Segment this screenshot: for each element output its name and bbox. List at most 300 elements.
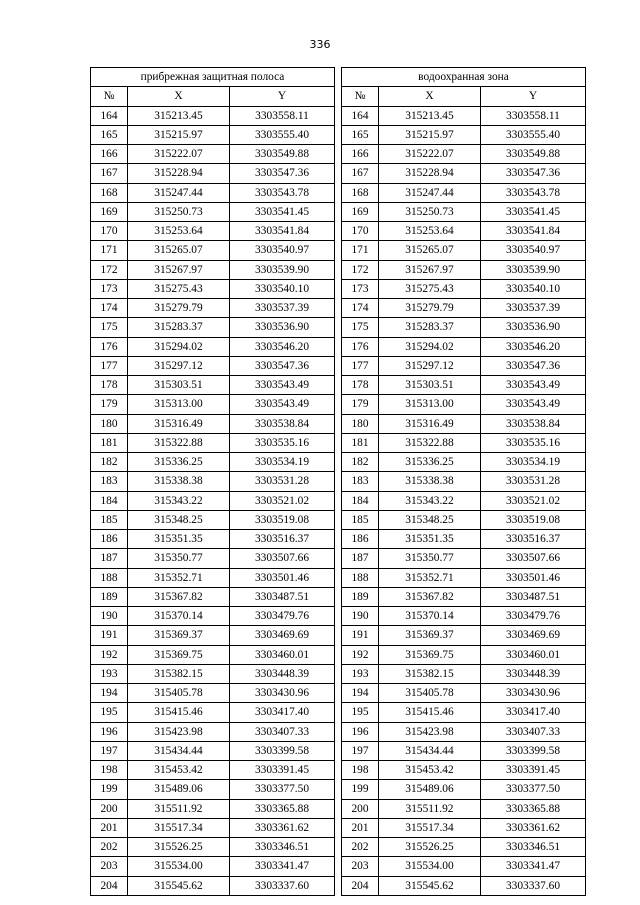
x-coordinate-cell: 315215.97 xyxy=(379,125,481,144)
point-number-cell: 194 xyxy=(91,684,128,703)
x-coordinate-cell: 315369.37 xyxy=(128,626,230,645)
x-coordinate-cell: 315350.77 xyxy=(379,549,481,568)
table-row xyxy=(342,684,586,703)
x-coordinate-cell: 315517.34 xyxy=(128,818,230,837)
point-number-cell: 175 xyxy=(342,318,379,337)
x-coordinate-cell: 315253.64 xyxy=(128,222,230,241)
y-coordinate-cell: 3303448.39 xyxy=(481,664,586,683)
table-row xyxy=(342,857,586,876)
point-number-cell: 176 xyxy=(91,337,128,356)
point-number-cell: 195 xyxy=(342,703,379,722)
point-number-cell: 180 xyxy=(342,414,379,433)
x-coordinate-cell: 315382.15 xyxy=(128,664,230,683)
point-number-cell: 188 xyxy=(342,568,379,587)
x-coordinate-cell: 315267.97 xyxy=(128,260,230,279)
x-coordinate-cell: 315369.37 xyxy=(379,626,481,645)
point-number-cell: 194 xyxy=(342,684,379,703)
table-row xyxy=(342,741,586,760)
point-number-cell: 193 xyxy=(342,664,379,683)
y-coordinate-cell: 3303399.58 xyxy=(481,741,586,760)
point-number-cell: 170 xyxy=(91,222,128,241)
table-row xyxy=(91,780,335,799)
x-coordinate-cell: 315352.71 xyxy=(128,568,230,587)
table-row xyxy=(91,491,335,510)
point-number-cell: 190 xyxy=(342,607,379,626)
y-coordinate-cell: 3303541.84 xyxy=(230,222,335,241)
point-number-cell: 188 xyxy=(91,568,128,587)
x-coordinate-cell: 315303.51 xyxy=(128,376,230,395)
y-coordinate-cell: 3303535.16 xyxy=(230,433,335,452)
table-row xyxy=(91,299,335,318)
x-coordinate-cell: 315247.44 xyxy=(379,183,481,202)
table-row xyxy=(91,761,335,780)
x-coordinate-cell: 315415.46 xyxy=(379,703,481,722)
column-header-y: Y xyxy=(230,87,335,106)
table-row xyxy=(91,838,335,857)
x-coordinate-cell: 315343.22 xyxy=(379,491,481,510)
y-coordinate-cell: 3303531.28 xyxy=(230,472,335,491)
x-coordinate-cell: 315370.14 xyxy=(128,607,230,626)
x-coordinate-cell: 315322.88 xyxy=(379,433,481,452)
x-coordinate-cell: 315434.44 xyxy=(128,741,230,760)
y-coordinate-cell: 3303558.11 xyxy=(230,106,335,125)
table-header-row xyxy=(91,87,335,106)
table-row xyxy=(91,202,335,221)
x-coordinate-cell: 315250.73 xyxy=(128,202,230,221)
table-row xyxy=(342,549,586,568)
point-number-cell: 179 xyxy=(91,395,128,414)
x-coordinate-cell: 315369.75 xyxy=(379,645,481,664)
point-number-cell: 178 xyxy=(342,376,379,395)
x-coordinate-cell: 315297.12 xyxy=(379,356,481,375)
y-coordinate-cell: 3303543.78 xyxy=(481,183,586,202)
point-number-cell: 175 xyxy=(91,318,128,337)
y-coordinate-cell: 3303537.39 xyxy=(230,299,335,318)
y-coordinate-cell: 3303536.90 xyxy=(481,318,586,337)
point-number-cell: 164 xyxy=(91,106,128,125)
table-row xyxy=(91,587,335,606)
table-row xyxy=(342,587,586,606)
table-row xyxy=(342,318,586,337)
point-number-cell: 187 xyxy=(91,549,128,568)
point-number-cell: 182 xyxy=(91,453,128,472)
x-coordinate-cell: 315511.92 xyxy=(128,799,230,818)
protective-strip-title: прибрежная защитная полоса xyxy=(91,68,335,87)
point-number-cell: 185 xyxy=(342,510,379,529)
x-coordinate-cell: 315228.94 xyxy=(379,164,481,183)
x-coordinate-cell: 315369.75 xyxy=(128,645,230,664)
table-row xyxy=(342,164,586,183)
x-coordinate-cell: 315338.38 xyxy=(128,472,230,491)
y-coordinate-cell: 3303460.01 xyxy=(481,645,586,664)
table-row xyxy=(342,241,586,260)
y-coordinate-cell: 3303540.10 xyxy=(481,279,586,298)
table-row xyxy=(91,356,335,375)
point-number-cell: 204 xyxy=(342,876,379,895)
point-number-cell: 201 xyxy=(91,818,128,837)
x-coordinate-cell: 315322.88 xyxy=(128,433,230,452)
table-title-row xyxy=(342,68,586,87)
table-row xyxy=(91,549,335,568)
x-coordinate-cell: 315367.82 xyxy=(379,587,481,606)
table-row xyxy=(342,799,586,818)
x-coordinate-cell: 315526.25 xyxy=(379,838,481,857)
y-coordinate-cell: 3303479.76 xyxy=(481,607,586,626)
x-coordinate-cell: 315336.25 xyxy=(128,453,230,472)
table-row xyxy=(342,183,586,202)
y-coordinate-cell: 3303341.47 xyxy=(230,857,335,876)
y-coordinate-cell: 3303549.88 xyxy=(230,145,335,164)
point-number-cell: 186 xyxy=(91,530,128,549)
x-coordinate-cell: 315517.34 xyxy=(379,818,481,837)
point-number-cell: 198 xyxy=(91,761,128,780)
table-row xyxy=(342,876,586,895)
table-row xyxy=(342,761,586,780)
point-number-cell: 197 xyxy=(91,741,128,760)
table-row xyxy=(91,453,335,472)
table-row xyxy=(91,703,335,722)
y-coordinate-cell: 3303537.39 xyxy=(481,299,586,318)
y-coordinate-cell: 3303469.69 xyxy=(230,626,335,645)
y-coordinate-cell: 3303558.11 xyxy=(481,106,586,125)
column-header-x: X xyxy=(379,87,481,106)
x-coordinate-cell: 315316.49 xyxy=(128,414,230,433)
y-coordinate-cell: 3303543.49 xyxy=(481,395,586,414)
table-row xyxy=(342,433,586,452)
y-coordinate-cell: 3303539.90 xyxy=(230,260,335,279)
x-coordinate-cell: 315222.07 xyxy=(379,145,481,164)
point-number-cell: 191 xyxy=(91,626,128,645)
x-coordinate-cell: 315367.82 xyxy=(128,587,230,606)
x-coordinate-cell: 315545.62 xyxy=(379,876,481,895)
point-number-cell: 183 xyxy=(342,472,379,491)
table-row xyxy=(342,453,586,472)
table-row xyxy=(342,780,586,799)
x-coordinate-cell: 315275.43 xyxy=(128,279,230,298)
point-number-cell: 189 xyxy=(91,587,128,606)
page-number: 336 xyxy=(309,38,331,51)
table-row xyxy=(342,568,586,587)
y-coordinate-cell: 3303337.60 xyxy=(481,876,586,895)
point-number-cell: 177 xyxy=(342,356,379,375)
table-row xyxy=(91,106,335,125)
point-number-cell: 165 xyxy=(91,125,128,144)
point-number-cell: 203 xyxy=(342,857,379,876)
y-coordinate-cell: 3303399.58 xyxy=(230,741,335,760)
point-number-cell: 171 xyxy=(91,241,128,260)
table-row xyxy=(342,414,586,433)
point-number-cell: 168 xyxy=(342,183,379,202)
point-number-cell: 179 xyxy=(342,395,379,414)
table-row xyxy=(342,376,586,395)
x-coordinate-cell: 315253.64 xyxy=(379,222,481,241)
x-coordinate-cell: 315434.44 xyxy=(379,741,481,760)
table-row xyxy=(342,395,586,414)
point-number-cell: 176 xyxy=(342,337,379,356)
y-coordinate-cell: 3303507.66 xyxy=(481,549,586,568)
y-coordinate-cell: 3303417.40 xyxy=(481,703,586,722)
point-number-cell: 173 xyxy=(91,279,128,298)
table-row xyxy=(91,318,335,337)
point-number-cell: 203 xyxy=(91,857,128,876)
y-coordinate-cell: 3303337.60 xyxy=(230,876,335,895)
y-coordinate-cell: 3303540.97 xyxy=(481,241,586,260)
point-number-cell: 167 xyxy=(342,164,379,183)
point-number-cell: 192 xyxy=(91,645,128,664)
table-row xyxy=(91,857,335,876)
table-row xyxy=(342,703,586,722)
point-number-cell: 174 xyxy=(91,299,128,318)
y-coordinate-cell: 3303555.40 xyxy=(230,125,335,144)
y-coordinate-cell: 3303547.36 xyxy=(481,164,586,183)
y-coordinate-cell: 3303346.51 xyxy=(481,838,586,857)
y-coordinate-cell: 3303519.08 xyxy=(481,510,586,529)
y-coordinate-cell: 3303541.45 xyxy=(481,202,586,221)
point-number-cell: 167 xyxy=(91,164,128,183)
x-coordinate-cell: 315336.25 xyxy=(379,453,481,472)
point-number-cell: 186 xyxy=(342,530,379,549)
point-number-cell: 172 xyxy=(342,260,379,279)
y-coordinate-cell: 3303365.88 xyxy=(230,799,335,818)
table-row xyxy=(342,510,586,529)
x-coordinate-cell: 315423.98 xyxy=(379,722,481,741)
y-coordinate-cell: 3303538.84 xyxy=(481,414,586,433)
table-row xyxy=(91,279,335,298)
x-coordinate-cell: 315534.00 xyxy=(379,857,481,876)
point-number-cell: 171 xyxy=(342,241,379,260)
x-coordinate-cell: 315222.07 xyxy=(128,145,230,164)
table-row xyxy=(91,222,335,241)
table-row xyxy=(342,607,586,626)
y-coordinate-cell: 3303541.84 xyxy=(481,222,586,241)
y-coordinate-cell: 3303501.46 xyxy=(481,568,586,587)
x-coordinate-cell: 315348.25 xyxy=(379,510,481,529)
table-row xyxy=(342,530,586,549)
point-number-cell: 166 xyxy=(342,145,379,164)
y-coordinate-cell: 3303536.90 xyxy=(230,318,335,337)
y-coordinate-cell: 3303547.36 xyxy=(230,164,335,183)
point-number-cell: 169 xyxy=(342,202,379,221)
table-row xyxy=(342,125,586,144)
column-header-x: X xyxy=(128,87,230,106)
table-row xyxy=(91,876,335,895)
x-coordinate-cell: 315489.06 xyxy=(379,780,481,799)
point-number-cell: 196 xyxy=(342,722,379,741)
point-number-cell: 177 xyxy=(91,356,128,375)
point-number-cell: 202 xyxy=(342,838,379,857)
y-coordinate-cell: 3303361.62 xyxy=(481,818,586,837)
x-coordinate-cell: 315213.45 xyxy=(128,106,230,125)
y-coordinate-cell: 3303543.78 xyxy=(230,183,335,202)
x-coordinate-cell: 315348.25 xyxy=(128,510,230,529)
point-number-cell: 172 xyxy=(91,260,128,279)
y-coordinate-cell: 3303516.37 xyxy=(481,530,586,549)
y-coordinate-cell: 3303540.97 xyxy=(230,241,335,260)
point-number-cell: 181 xyxy=(91,433,128,452)
x-coordinate-cell: 315489.06 xyxy=(128,780,230,799)
point-number-cell: 197 xyxy=(342,741,379,760)
x-coordinate-cell: 315267.97 xyxy=(379,260,481,279)
point-number-cell: 173 xyxy=(342,279,379,298)
y-coordinate-cell: 3303391.45 xyxy=(230,761,335,780)
y-coordinate-cell: 3303487.51 xyxy=(481,587,586,606)
y-coordinate-cell: 3303516.37 xyxy=(230,530,335,549)
column-header-number: № xyxy=(91,87,128,106)
table-row xyxy=(342,818,586,837)
y-coordinate-cell: 3303469.69 xyxy=(481,626,586,645)
point-number-cell: 196 xyxy=(91,722,128,741)
y-coordinate-cell: 3303507.66 xyxy=(230,549,335,568)
point-number-cell: 165 xyxy=(342,125,379,144)
point-number-cell: 178 xyxy=(91,376,128,395)
table-row xyxy=(91,183,335,202)
y-coordinate-cell: 3303546.20 xyxy=(230,337,335,356)
x-coordinate-cell: 315423.98 xyxy=(128,722,230,741)
point-number-cell: 193 xyxy=(91,664,128,683)
y-coordinate-cell: 3303546.20 xyxy=(481,337,586,356)
table-row xyxy=(342,299,586,318)
y-coordinate-cell: 3303539.90 xyxy=(481,260,586,279)
y-coordinate-cell: 3303487.51 xyxy=(230,587,335,606)
y-coordinate-cell: 3303549.88 xyxy=(481,145,586,164)
y-coordinate-cell: 3303547.36 xyxy=(230,356,335,375)
x-coordinate-cell: 315279.79 xyxy=(128,299,230,318)
y-coordinate-cell: 3303501.46 xyxy=(230,568,335,587)
table-row xyxy=(91,241,335,260)
y-coordinate-cell: 3303521.02 xyxy=(230,491,335,510)
table-row xyxy=(342,202,586,221)
x-coordinate-cell: 315338.38 xyxy=(379,472,481,491)
point-number-cell: 202 xyxy=(91,838,128,857)
table-row xyxy=(342,722,586,741)
table-row xyxy=(91,260,335,279)
table-row xyxy=(342,279,586,298)
table-row xyxy=(342,145,586,164)
table-row xyxy=(91,125,335,144)
x-coordinate-cell: 315265.07 xyxy=(128,241,230,260)
water-protection-zone-title: водоохранная зона xyxy=(342,68,586,87)
point-number-cell: 185 xyxy=(91,510,128,529)
y-coordinate-cell: 3303341.47 xyxy=(481,857,586,876)
table-row xyxy=(342,626,586,645)
point-number-cell: 182 xyxy=(342,453,379,472)
y-coordinate-cell: 3303460.01 xyxy=(230,645,335,664)
x-coordinate-cell: 315382.15 xyxy=(379,664,481,683)
x-coordinate-cell: 315279.79 xyxy=(379,299,481,318)
point-number-cell: 200 xyxy=(342,799,379,818)
point-number-cell: 200 xyxy=(91,799,128,818)
table-row xyxy=(91,799,335,818)
point-number-cell: 184 xyxy=(342,491,379,510)
y-coordinate-cell: 3303543.49 xyxy=(230,395,335,414)
x-coordinate-cell: 315370.14 xyxy=(379,607,481,626)
y-coordinate-cell: 3303543.49 xyxy=(481,376,586,395)
y-coordinate-cell: 3303448.39 xyxy=(230,664,335,683)
x-coordinate-cell: 315247.44 xyxy=(128,183,230,202)
table-row xyxy=(91,568,335,587)
x-coordinate-cell: 315265.07 xyxy=(379,241,481,260)
x-coordinate-cell: 315453.42 xyxy=(128,761,230,780)
y-coordinate-cell: 3303346.51 xyxy=(230,838,335,857)
point-number-cell: 183 xyxy=(91,472,128,491)
x-coordinate-cell: 315351.35 xyxy=(379,530,481,549)
table-row xyxy=(91,722,335,741)
table-header-row xyxy=(342,87,586,106)
x-coordinate-cell: 315352.71 xyxy=(379,568,481,587)
table-row xyxy=(91,664,335,683)
x-coordinate-cell: 315283.37 xyxy=(128,318,230,337)
table-row xyxy=(91,395,335,414)
table-row xyxy=(91,510,335,529)
point-number-cell: 180 xyxy=(91,414,128,433)
table-title-row xyxy=(91,68,335,87)
table-row xyxy=(342,838,586,857)
table-row xyxy=(91,376,335,395)
point-number-cell: 181 xyxy=(342,433,379,452)
point-number-cell: 204 xyxy=(91,876,128,895)
x-coordinate-cell: 315297.12 xyxy=(128,356,230,375)
point-number-cell: 192 xyxy=(342,645,379,664)
point-number-cell: 184 xyxy=(91,491,128,510)
table-row xyxy=(91,607,335,626)
table-row xyxy=(91,337,335,356)
x-coordinate-cell: 315534.00 xyxy=(128,857,230,876)
y-coordinate-cell: 3303541.45 xyxy=(230,202,335,221)
point-number-cell: 199 xyxy=(342,780,379,799)
point-number-cell: 174 xyxy=(342,299,379,318)
table-row xyxy=(91,645,335,664)
x-coordinate-cell: 315545.62 xyxy=(128,876,230,895)
table-row xyxy=(342,356,586,375)
y-coordinate-cell: 3303535.16 xyxy=(481,433,586,452)
y-coordinate-cell: 3303377.50 xyxy=(230,780,335,799)
table-row xyxy=(91,472,335,491)
y-coordinate-cell: 3303540.10 xyxy=(230,279,335,298)
y-coordinate-cell: 3303407.33 xyxy=(230,722,335,741)
table-row xyxy=(342,472,586,491)
table-row xyxy=(342,645,586,664)
x-coordinate-cell: 315250.73 xyxy=(379,202,481,221)
table-row xyxy=(91,530,335,549)
table-row xyxy=(91,818,335,837)
column-header-y: Y xyxy=(481,87,586,106)
point-number-cell: 170 xyxy=(342,222,379,241)
x-coordinate-cell: 315313.00 xyxy=(128,395,230,414)
table-row xyxy=(91,414,335,433)
y-coordinate-cell: 3303391.45 xyxy=(481,761,586,780)
x-coordinate-cell: 315405.78 xyxy=(128,684,230,703)
x-coordinate-cell: 315343.22 xyxy=(128,491,230,510)
x-coordinate-cell: 315228.94 xyxy=(128,164,230,183)
y-coordinate-cell: 3303430.96 xyxy=(481,684,586,703)
y-coordinate-cell: 3303538.84 xyxy=(230,414,335,433)
point-number-cell: 187 xyxy=(342,549,379,568)
x-coordinate-cell: 315215.97 xyxy=(128,125,230,144)
point-number-cell: 195 xyxy=(91,703,128,722)
x-coordinate-cell: 315303.51 xyxy=(379,376,481,395)
y-coordinate-cell: 3303555.40 xyxy=(481,125,586,144)
table-row xyxy=(342,337,586,356)
table-row xyxy=(342,491,586,510)
y-coordinate-cell: 3303534.19 xyxy=(481,453,586,472)
x-coordinate-cell: 315313.00 xyxy=(379,395,481,414)
x-coordinate-cell: 315526.25 xyxy=(128,838,230,857)
x-coordinate-cell: 315283.37 xyxy=(379,318,481,337)
x-coordinate-cell: 315405.78 xyxy=(379,684,481,703)
x-coordinate-cell: 315294.02 xyxy=(379,337,481,356)
point-number-cell: 166 xyxy=(91,145,128,164)
x-coordinate-cell: 315350.77 xyxy=(128,549,230,568)
